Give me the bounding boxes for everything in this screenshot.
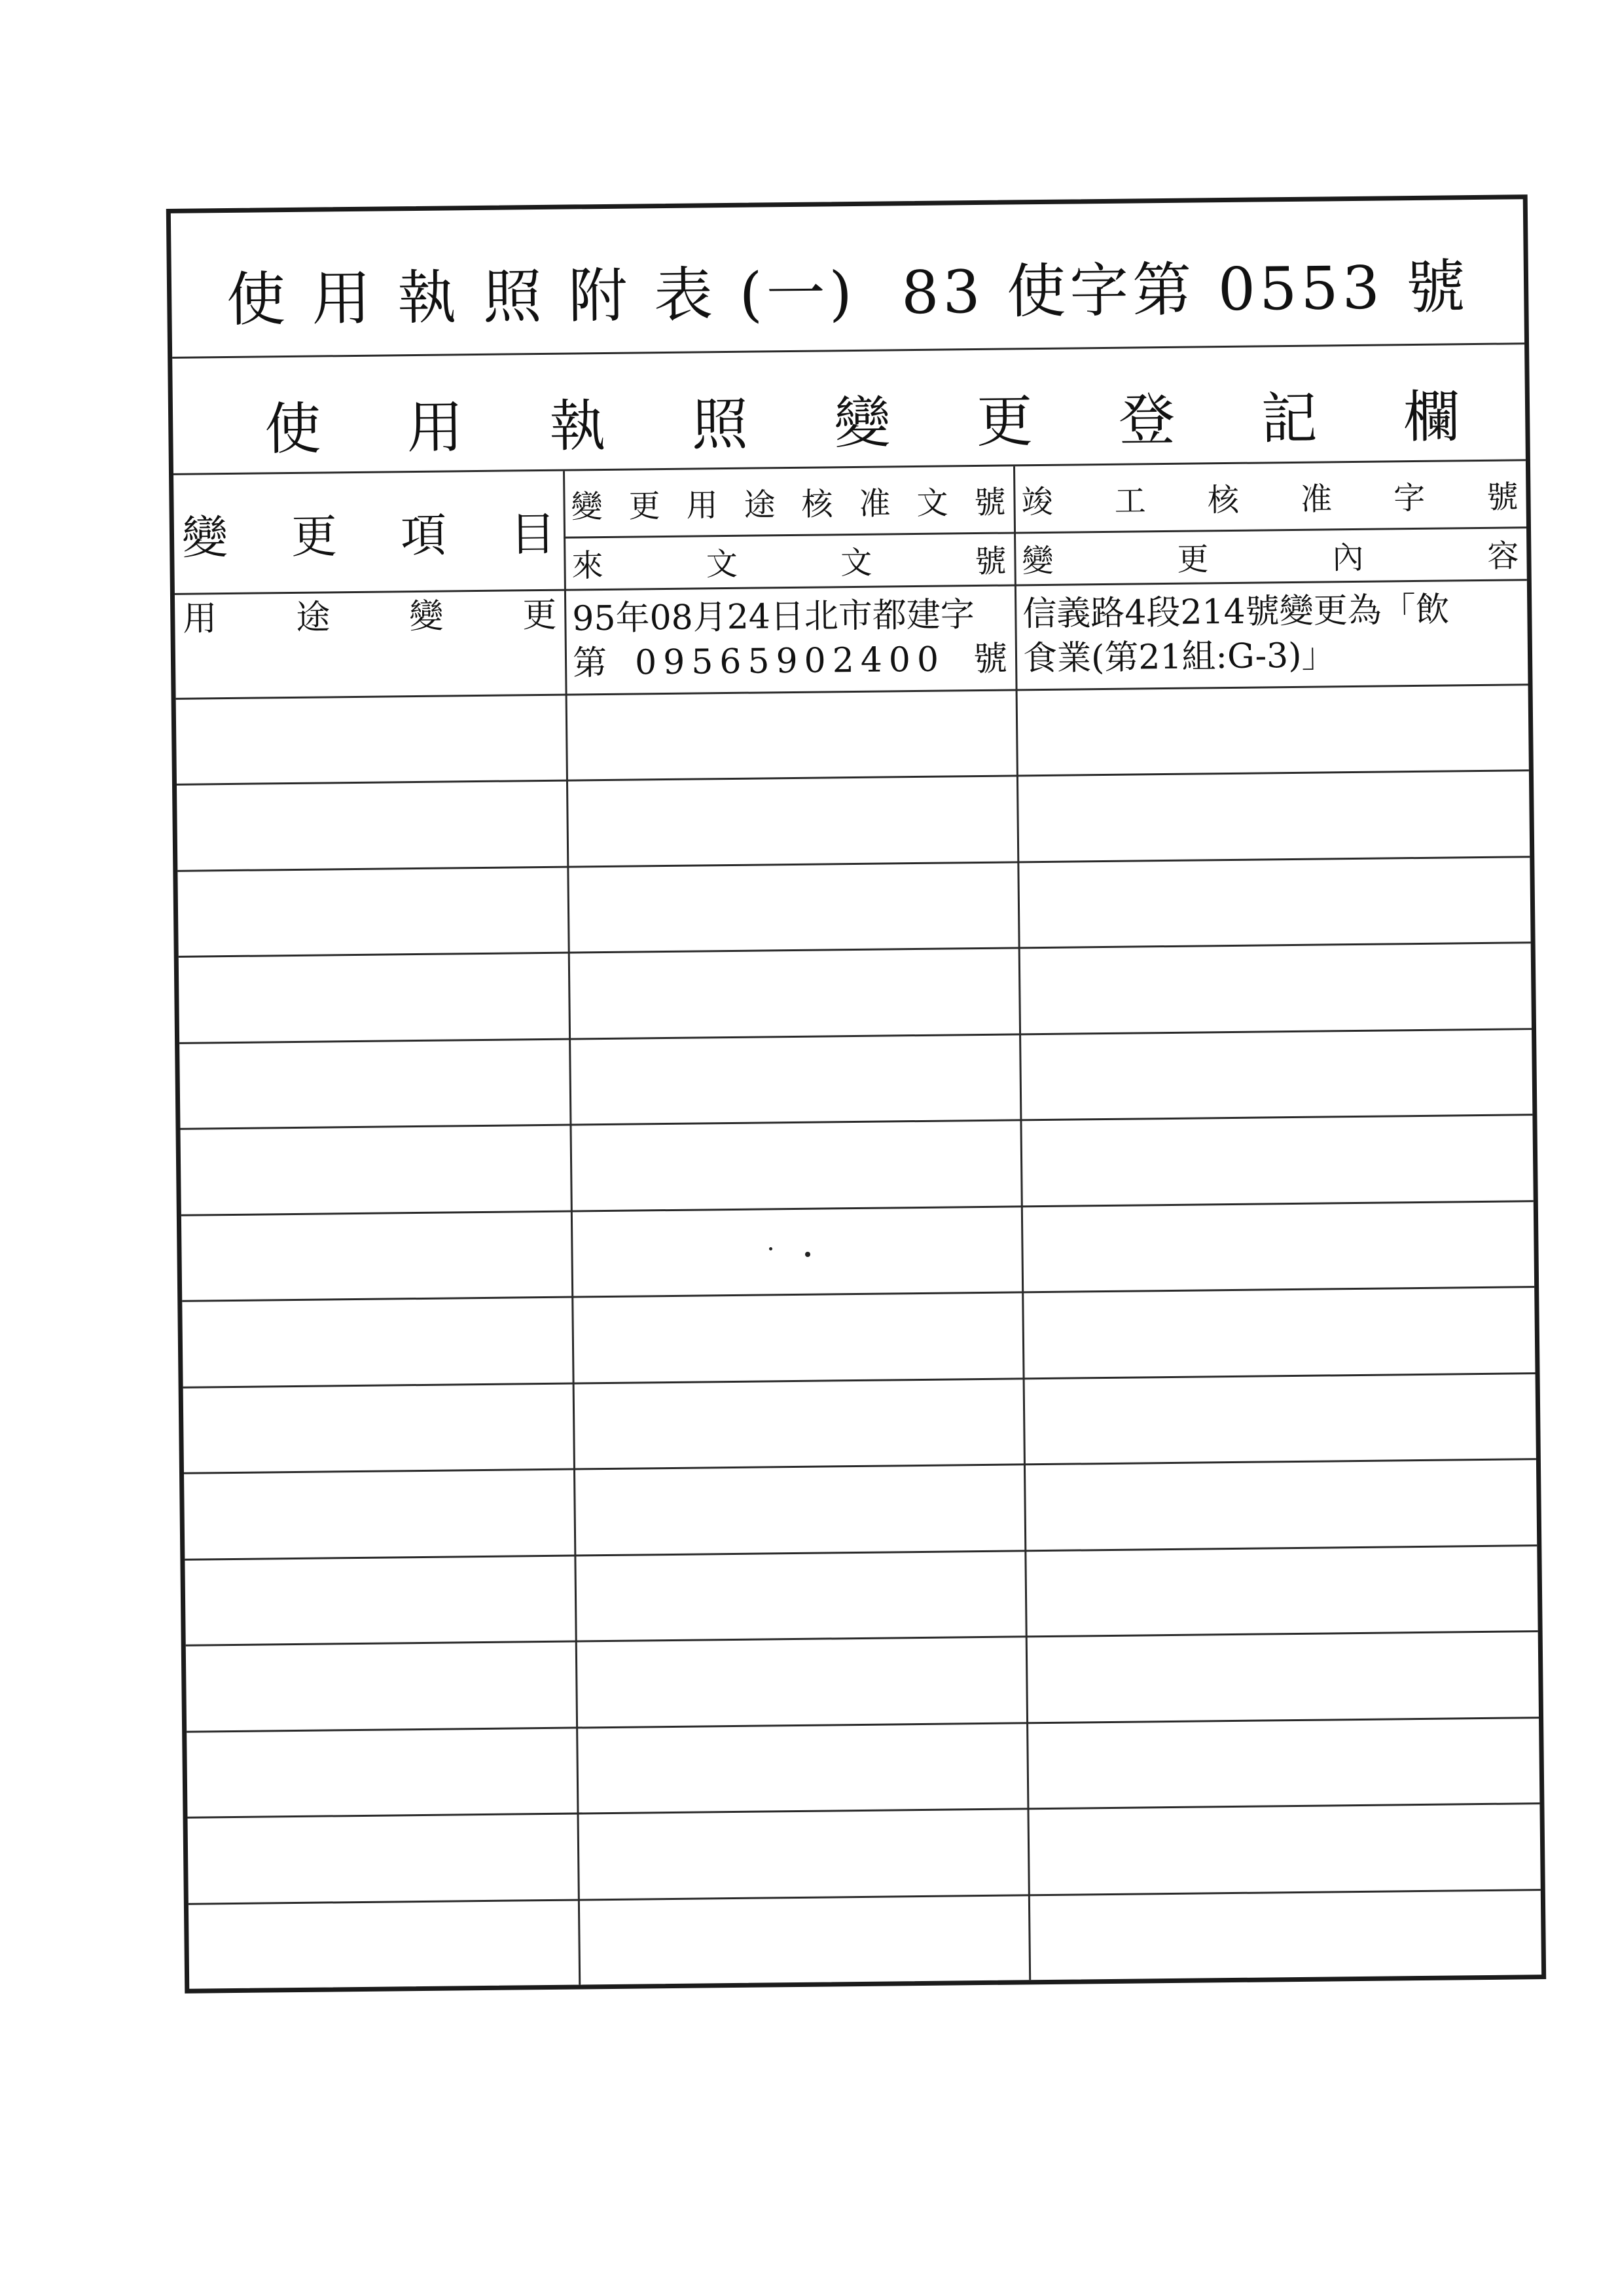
entry-change-item-char: 更 (522, 595, 557, 636)
column-divider-1 (563, 471, 581, 1985)
blank-row-rule (188, 1802, 1540, 1819)
header-change-content-char: 更 (1177, 540, 1209, 578)
section-heading-char: 登 (1118, 387, 1176, 454)
blank-row-rule (187, 1717, 1539, 1733)
entry-doc-line1: 95年08月24日北市都建字 (572, 595, 975, 639)
header-approval-doc-no-char: 途 (744, 486, 776, 524)
scan-speck (805, 1252, 810, 1257)
form-title: 使 用 執 照 附 表 (一) 83 使字第 0553 號 (226, 253, 1469, 335)
header-change-content-char: 容 (1487, 537, 1519, 575)
blank-row-rule (179, 941, 1531, 958)
blank-row-rule (189, 1889, 1541, 1905)
header-completion-approval-no-char: 核 (1207, 481, 1240, 519)
blank-row-rule (184, 1458, 1536, 1474)
section-heading-char: 更 (976, 389, 1034, 456)
section-heading-char: 執 (548, 393, 606, 460)
header-completion-approval-no-char: 准 (1300, 480, 1333, 518)
header-completion-approval-no-char: 字 (1393, 479, 1426, 517)
entry-change-item-char: 用 (183, 599, 217, 639)
entry-row-rule (176, 683, 1528, 700)
column-divider-2 (1013, 466, 1031, 1980)
entry-change-item-char: 途 (296, 598, 331, 638)
blank-row-rule (180, 1114, 1532, 1130)
header-incoming-doc-no (571, 534, 1007, 588)
section-heading (264, 371, 1460, 465)
header-approval-doc-no-char: 用 (686, 486, 718, 524)
header-change-item-char: 更 (291, 509, 338, 564)
header-incoming-doc-no-char: 文 (840, 544, 872, 581)
header-approval-doc-no-char: 號 (974, 484, 1006, 521)
header-change-content-char: 內 (1332, 539, 1364, 576)
entry-content-line1: 信義路4段214號變更為「飲 (1022, 590, 1450, 634)
header-approval-doc-no-char: 更 (628, 487, 660, 525)
header-completion-approval-no-char: 號 (1486, 478, 1519, 516)
header-change-item-char: 目 (509, 507, 556, 561)
blank-row-rule (177, 769, 1529, 786)
header-approval-doc-no-char: 文 (916, 484, 948, 522)
scan-speck (769, 1247, 772, 1250)
header-completion-approval-no (1021, 467, 1519, 525)
entry-doc-line2-char: 第 (572, 643, 607, 683)
entry-doc-line2 (573, 637, 1008, 686)
usage-license-change-form (166, 194, 1546, 1994)
section-heading-char: 記 (1261, 386, 1318, 452)
header-change-item-char: 變 (181, 510, 228, 565)
section-heading-char: 欄 (1403, 384, 1460, 451)
header-completion-approval-no-char: 工 (1114, 482, 1147, 520)
header-change-item (181, 471, 556, 593)
header-incoming-doc-no-char: 來 (571, 547, 603, 585)
section-heading-row (172, 344, 1526, 475)
section-heading-char: 照 (691, 392, 749, 458)
header-approval-doc-no-char: 核 (801, 485, 833, 523)
header-change-content-char: 變 (1022, 542, 1054, 579)
header-change-item-char: 項 (400, 508, 447, 562)
blank-row-rule (181, 1200, 1534, 1216)
blank-row-rule (179, 1028, 1532, 1044)
blank-row-rule (186, 1630, 1538, 1647)
section-heading-char: 使 (264, 396, 321, 463)
section-heading-char: 變 (833, 390, 891, 457)
blank-row-rule (185, 1544, 1537, 1561)
header-completion-approval-no-char: 竣 (1021, 483, 1053, 520)
entry-change-item (183, 592, 557, 642)
blank-row-rule (183, 1372, 1536, 1389)
header-incoming-doc-no-char: 號 (975, 543, 1007, 580)
entry-change-item-char: 變 (408, 596, 444, 637)
header-approval-doc-no-char: 變 (571, 488, 603, 526)
entry-doc-line2-char: 號 (973, 639, 1008, 680)
title-row (171, 199, 1524, 359)
header-change-content (1022, 528, 1519, 583)
blank-row-rule (177, 856, 1530, 872)
header-approval-doc-no-char: 准 (859, 484, 891, 522)
header-incoming-doc-no-char: 文 (706, 545, 738, 583)
blank-row-rule (182, 1286, 1534, 1302)
entry-doc-line2-char: 09565902400 (634, 640, 946, 683)
section-heading-char: 用 (406, 395, 464, 462)
header-approval-doc-no (571, 473, 1006, 530)
entry-content-line2: 食業(第21組:G-3)」 (1022, 636, 1336, 679)
